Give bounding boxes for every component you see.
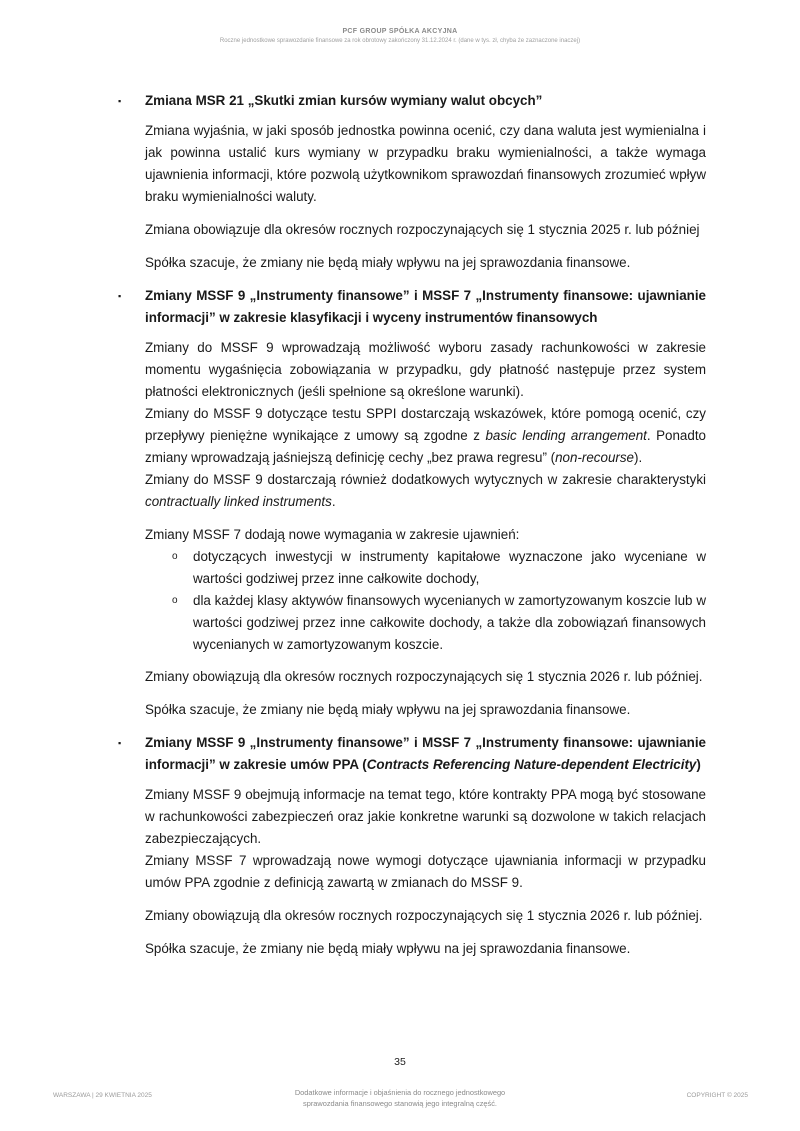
paragraph: Zmiany MSSF 9 obejmują informacje na temat tego, które kontrakty PPA mogą być stosowane w rachunkowości zabezpieczeń oraz jakie konkretne warunki są dozwolone w takich relacjach zabezpieczających. [145,787,706,846]
footer-copyright: COPYRIGHT © 2025 [686,1092,748,1099]
paragraph: Spółka szacuje, że zmiany nie będą miały wpływu na jej sprawozdania finansowe. [145,702,631,717]
paragraph-italic: basic lending arrangement [485,428,647,443]
square-bullet-icon: ▪ [118,96,122,106]
section-mssf9-classification [118,285,706,721]
paragraph: Zmiany MSSF 7 wprowadzają nowe wymogi dotyczące ujawniania informacji w przypadku umów PPA zgodnie z definicją zawartą w zmianach do MSSF 9. [145,853,706,890]
section-mssf9-ppa [118,732,706,960]
page-number: 35 [394,1056,406,1068]
paragraph-text: . [331,494,336,509]
list-item [145,546,706,590]
page-header [0,27,800,46]
heading-italic: Contracts Referencing Nature-dependent Electricity [366,757,697,772]
paragraph-text: ). [634,450,643,465]
paragraph: Zmiana obowiązuje dla okresów rocznych rozpoczynających się 1 stycznia 2025 r. lub później [145,222,700,237]
section-heading: Zmiana MSR 21 „Skutki zmian kursów wymiany walut obcych” [145,93,543,108]
paragraph-text: . Ponadto zmiany wprowadzają jaśniejszą definicję cechy „bez prawa regresu” ( [145,428,706,465]
paragraph: Spółka szacuje, że zmiany nie będą miały wpływu na jej sprawozdania finansowe. [145,255,631,270]
paragraph: Zmiany do MSSF 9 wprowadzają możliwość wyboru zasady rachunkowości w zakresie momentu wygaśnięcia zobowiązania w przypadku, gdy płatność następuje przez system płatności elektronicznych (jeśli spełnione są określone warunki). [145,340,706,399]
list-item-text: dla każdej klasy aktywów finansowych wycenianych w zamortyzowanym koszcie lub w wartości godziwej przez inne całkowite dochody, a także dla zobowiązań finansowych wycenianych w zamortyzowanym koszcie. [193,593,706,652]
heading-text: Zmiany MSSF 9 „Instrumenty finansowe” i MSSF 7 „Instrumenty finansowe: ujawnianie informacji” w zakresie umów PPA ( [145,735,706,772]
paragraph-italic: non-recourse [555,450,634,465]
paragraph: Zmiany obowiązują dla okresów rocznych rozpoczynających się 1 stycznia 2026 r. lub później. [145,908,703,923]
square-bullet-icon: ▪ [118,291,122,301]
section-heading: Zmiany MSSF 9 „Instrumenty finansowe” i MSSF 7 „Instrumenty finansowe: ujawnianie informacji” w zakresie klasyfikacji i wyceny instrumentów finansowych [145,288,706,325]
paragraph-text: Zmiany do MSSF 9 dotyczące testu SPPI dostarczają wskazówek, które pomogą ocenić, czy przepływy pieniężne wynikające z umowy są zgodne z [145,406,706,443]
paragraph: Spółka szacuje, że zmiany nie będą miały wpływu na jej sprawozdania finansowe. [145,941,631,956]
paragraph-italic: contractually linked instruments [145,494,332,509]
footer-location-date: WARSZAWA | 29 KWIETNIA 2025 [53,1092,152,1099]
paragraph: Zmiany MSSF 7 dodają nowe wymagania w zakresie ujawnień: [145,527,520,542]
company-name: PCF GROUP SPÓŁKA AKCYJNA [342,28,458,35]
heading-text: ) [696,757,701,772]
paragraph-text: Zmiany do MSSF 9 dostarczają również dodatkowych wytycznych w zakresie charakterystyki [145,472,706,487]
paragraph-contractually-linked [145,469,706,513]
footer-note-line: sprawozdania finansowego stanowią jego integralną część. [303,1099,497,1108]
footer-note-line: Dodatkowe informacje i objaśnienia do rocznego jednostkowego [294,1088,506,1097]
main-content [118,90,706,971]
disclosure-list [145,546,706,656]
paragraph: Zmiany obowiązują dla okresów rocznych rozpoczynających się 1 stycznia 2026 r. lub później. [145,669,703,684]
paragraph-sppi [145,403,706,469]
footer-note [250,1087,550,1109]
circle-bullet-icon: o [172,551,178,562]
section-msr21 [118,90,706,274]
report-subtitle: Roczne jednostkowe sprawozdanie finansowe za rok obrotowy zakończony 31.12.2024 r. (dane w tys. zł, chyba że zaznaczone inaczej) [219,38,581,44]
list-item-text: dotyczących inwestycji w instrumenty kapitałowe wyznaczone jako wyceniane w wartości godziwej przez inne całkowite dochody, [193,549,706,586]
section-heading [145,732,706,776]
paragraph: Zmiana wyjaśnia, w jaki sposób jednostka powinna ocenić, czy dana waluta jest wymienialna i jak powinna ustalić kurs wymiany w przypadku braku wymienialności, a także wymaga ujawnienia informacji, które pozwolą użytkownikom sprawozdań finansowych zrozumieć wpływ braku wymienialności waluty. [145,123,706,204]
circle-bullet-icon: o [172,595,178,606]
square-bullet-icon: ▪ [118,738,122,748]
list-item [145,590,706,656]
